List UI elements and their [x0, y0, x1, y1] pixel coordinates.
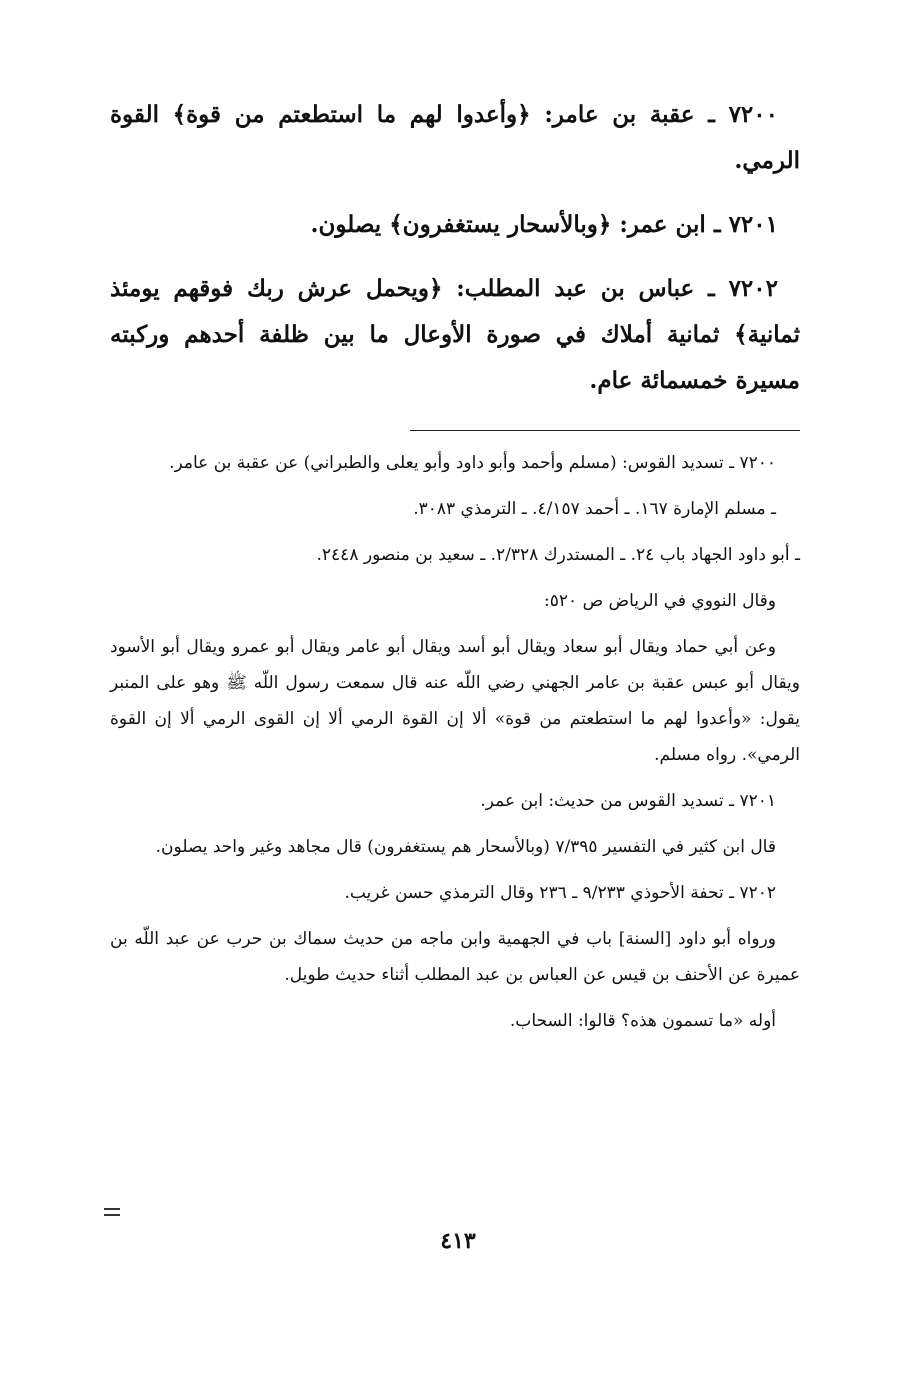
footnote: ـ أبو داود الجهاد باب ٢٤. ـ المستدرك ٢/٣٢٨. ـ سعيد بن منصور ٢٤٤٨.: [316, 545, 800, 565]
footnote: ٧٢٠٠ ـ تسديد القوس: (مسلم وأحمد وأبو داود وأبو يعلى والطبراني) عن عقبة بن عامر.: [169, 453, 776, 473]
entry-text: ـ عقبة بن عامر: ﴿وأعدوا لهم ما استطعتم من قوة﴾ القوة الرمي.: [110, 101, 800, 174]
footnote-separator: [410, 430, 800, 431]
footnotes: [110, 445, 800, 1039]
entry-number: ٧٢٠١: [728, 211, 778, 238]
entry-7202: [110, 266, 800, 404]
entry-number: ٧٢٠٠: [728, 101, 778, 128]
entry-text: ـ عباس بن عبد المطلب: ﴿ويحمل عرش ربك فوقهم يومئذ ثمانية﴾ ثمانية أملاك في صورة الأوعال ما بين ظلفة أحدهم وركبته مسيرة خمسمائة عام.: [110, 275, 800, 394]
entry-number: ٧٢٠٢: [728, 275, 778, 302]
footnote: ٧٢٠١ ـ تسديد القوس من حديث: ابن عمر.: [480, 791, 776, 811]
footnote: وقال النووي في الرياض ص ٥٢٠:: [544, 591, 776, 611]
footnote: أوله «ما تسمون هذه؟ قالوا: السحاب.: [509, 1011, 776, 1031]
footnote: ـ مسلم الإمارة ١٦٧. ـ أحمد ٤/١٥٧. ـ الترمذي ٣٠٨٣.: [413, 499, 776, 519]
entry-7201: [110, 202, 800, 248]
main-text: [110, 92, 800, 404]
page-number: ٤١٣: [440, 1228, 476, 1254]
margin-mark: [104, 1208, 120, 1216]
entry-7200: [110, 92, 800, 184]
footnote: قال ابن كثير في التفسير ٧/٣٩٥ (وبالأسحار هم يستغفرون) قال مجاهد وغير واحد يصلون.: [155, 837, 776, 857]
footnote: ٧٢٠٢ ـ تحفة الأحوذي ٩/٢٣٣ ـ ٢٣٦ وقال الترمذي حسن غريب.: [344, 883, 776, 903]
footnote: وعن أبي حماد ويقال أبو سعاد ويقال أبو أسد ويقال أبو عامر ويقال أبو عمرو ويقال أبو الأسود ويقال أبو عبس عقبة بن عامر الجهني رضي اللّه عنه قال سمعت رسول اللّه ﷺ وهو على المنبر يقول: «وأعدوا لهم ما استطعتم من قوة» ألا إن القوة الرمي ألا إن القوى الرمي ألا إن القوة الرمي». رواه مسلم.: [110, 637, 800, 765]
entry-text: ـ ابن عمر: ﴿وبالأسحار يستغفرون﴾ يصلون.: [310, 211, 729, 238]
footnote: ورواه أبو داود [السنة] باب في الجهمية وابن ماجه من حديث سماك بن حرب عن عبد اللّه بن عميرة عن الأحنف بن قيس عن العباس بن عبد المطلب أثناء حديث طويل.: [110, 929, 800, 985]
page-body: [110, 92, 800, 1049]
